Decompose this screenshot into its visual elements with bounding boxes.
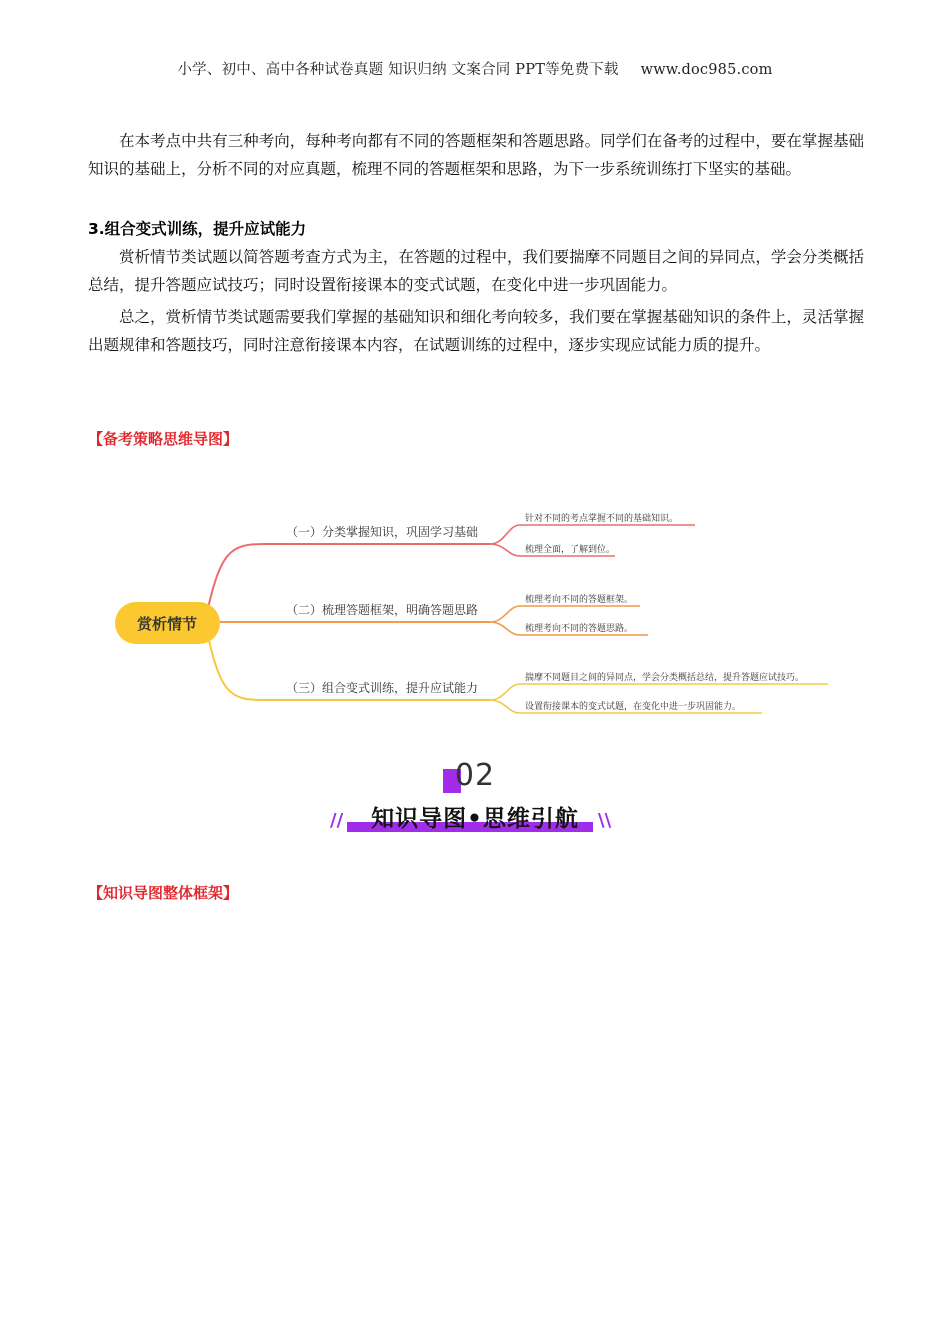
subheading-combine-training: 3.组合变式训练，提升应试能力: [88, 220, 307, 238]
paragraph-training: 赏析情节类试题以简答题考查方式为主，在答题的过程中，我们要揣摩不同题目之间的异同点，学会分类概括总结，提升答题应试技巧；同时设置衔接课本的变式试题，在变化中进一步巩固能力。: [88, 248, 864, 294]
header-text: 小学、初中、高中各种试卷真题 知识归纳 文案合同 PPT等免费下载: [177, 62, 619, 78]
section-title: [0, 800, 950, 833]
leaf-line-1a: [490, 525, 695, 544]
section-title-text: 知识导图•思维引航: [371, 806, 579, 832]
leaf-label-3a: 揣摩不同题目之间的异同点，学会分类概括总结，提升答题应试技巧。: [525, 673, 805, 683]
leaf-label-2b: 梳理考向不同的答题思路。: [525, 624, 634, 634]
right-slash-icon: \\: [598, 810, 612, 831]
branch-label-2: （二）梳理答题框架，明确答题思路: [286, 603, 479, 617]
tag-strategy-mindmap: 【备考策略思维导图】: [88, 430, 239, 448]
leaf-label-1b: 梳理全面，了解到位。: [525, 545, 616, 555]
leaf-label-3b: 设置衔接课本的变式试题，在变化中进一步巩固能力。: [525, 702, 742, 712]
header-url[interactable]: www.doc985.com: [640, 62, 773, 78]
paragraph-intro: 在本考点中共有三种考向，每种考向都有不同的答题框架和答题思路。同学们在备考的过程中，要在掌握基础知识的基础上，分析不同的对应真题，梳理不同的答题框架和思路，为下一步系统训练打下坚实的基础。: [88, 132, 864, 178]
section-number-text: 02: [454, 758, 496, 793]
tag-framework: 【知识导图整体框架】: [88, 884, 239, 902]
section-number: [0, 758, 950, 793]
branch-label-3: （三）组合变式训练，提升应试能力: [286, 681, 479, 695]
strategy-mindmap: [100, 500, 850, 740]
mindmap-root-label: 赏析情节: [136, 615, 198, 633]
leaf-label-2a: 梳理考向不同的答题框架。: [525, 595, 634, 605]
leaf-line-2a: [490, 606, 640, 622]
page-header: [0, 58, 950, 79]
left-slash-icon: //: [330, 810, 344, 831]
leaf-line-3a: [490, 684, 828, 700]
paragraph-summary: 总之，赏析情节类试题需要我们掌握的基础知识和细化考向较多，我们要在掌握基础知识的条件上，灵活掌握出题规律和答题技巧，同时注意衔接课本内容，在试题训练的过程中，逐步实现应试能力质的提升。: [88, 308, 864, 354]
branch-label-1: （一）分类掌握知识，巩固学习基础: [286, 525, 479, 539]
leaf-label-1a: 针对不同的考点掌握不同的基础知识。: [525, 514, 679, 524]
